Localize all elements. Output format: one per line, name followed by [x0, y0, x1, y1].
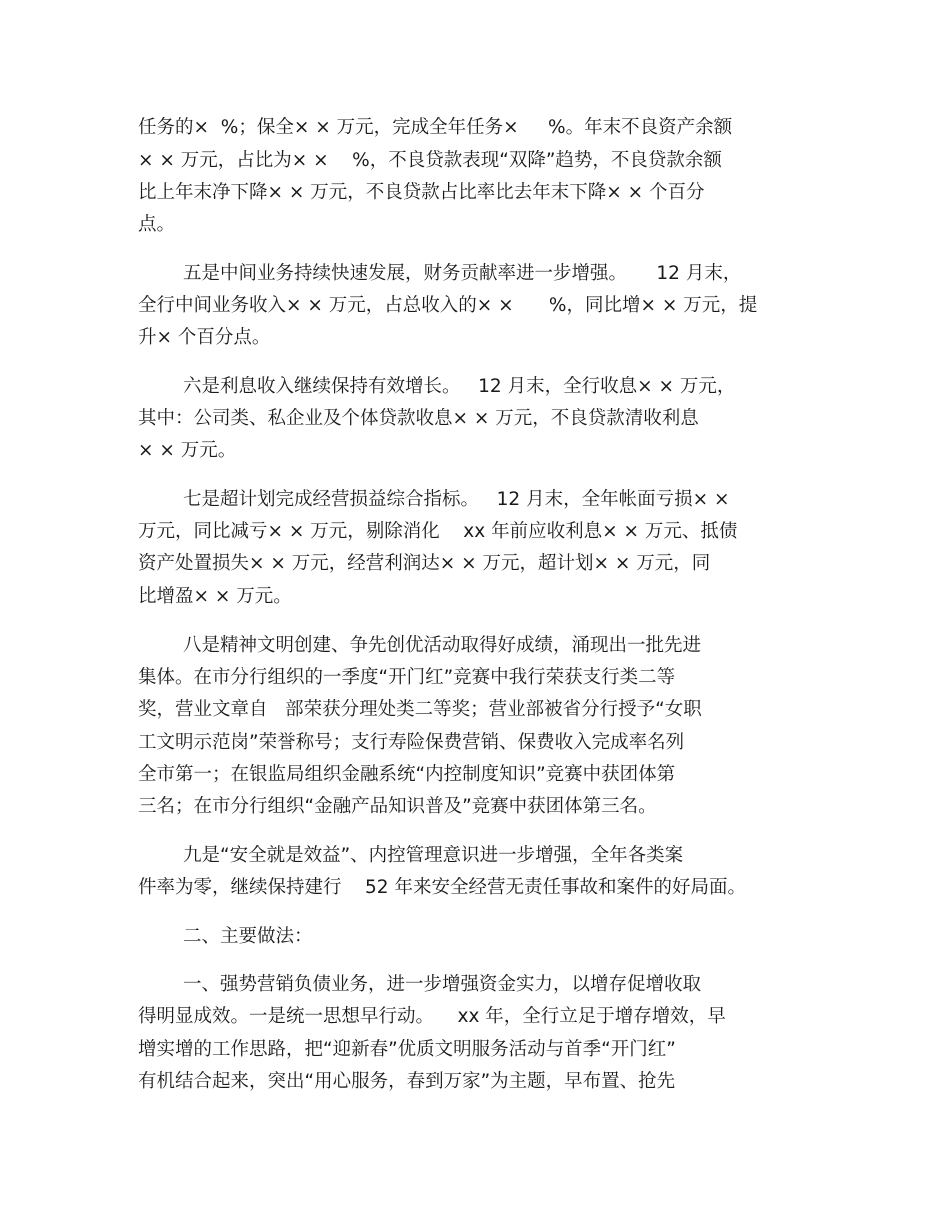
text-line: 点。	[138, 214, 176, 235]
text-line: 比增盈× × 万元。	[138, 586, 292, 607]
text-line: 七是超计划完成经营损益综合指标。 12 月末，全年帐面亏损× ×	[183, 489, 730, 510]
text-line: × × 万元，占比为× × %，不良贷款表现“双降”趋势，不良贷款余额	[138, 150, 722, 171]
text-line: 任务的× %；保全× × 万元，完成全年任务× %。年末不良资产余额	[138, 117, 733, 138]
text-line: 全行中间业务收入× × 万元，占总收入的× × %，同比增× × 万元，提	[138, 295, 758, 316]
text-line: 三名；在市分行组织“金融产品知识普及”竞赛中获团体第三名。	[138, 796, 657, 817]
text-line: 升× 个百分点。	[138, 327, 271, 348]
text-line: 资产处置损失× × 万元，经营利润达× × 万元，超计划× × 万元，同	[138, 553, 711, 574]
text-line: 增实增的工作思路，把“迎新春”优质文明服务活动与首季“开门红”	[138, 1039, 676, 1060]
text-line: × × 万元。	[138, 440, 237, 461]
text-line: 九是“安全就是效益”、内控管理意识进一步增强，全年各类案	[183, 845, 684, 866]
text-line: 其中：公司类、私企业及个体贷款收息× × 万元，不良贷款清收利息	[138, 408, 699, 429]
text-line: 有机结合起来，突出“用心服务，春到万家”为主题，早布置、抢先	[138, 1071, 676, 1092]
text-line: 一、强势营销负债业务，进一步增强资金实力，以增存促增收取	[183, 974, 702, 995]
text-line: 件率为零，继续保持建行 52 年来安全经营无责任事故和案件的好局面。	[138, 877, 746, 898]
text-line: 全市第一；在银监局组织金融系统“内控制度知识”竞赛中获团体第	[138, 764, 676, 785]
section-heading-text: 二、主要做法：	[183, 926, 313, 947]
text-line: 得明显成效。一是统一思想早行动。 xx 年，全行立足于增存增效，早	[138, 1006, 726, 1027]
text-line: 六是利息收入继续保持有效增长。 12 月末，全行收息× × 万元，	[183, 376, 736, 397]
text-line: 比上年末净下降× × 万元，不良贷款占比率比去年末下降× × 个百分	[138, 182, 705, 203]
text-line: 奖，营业文章自 部荣获分理处类二等奖；营业部被省分行授予“女职	[138, 699, 702, 720]
text-line: 工文明示范岗”荣誉称号；支行寿险保费营销、保费收入完成率名列	[138, 732, 685, 753]
text-line: 集体。在市分行组织的一季度“开门红”竞赛中我行荣获支行类二等	[138, 667, 676, 688]
text-line: 五是中间业务持续快速发展，财务贡献率进一步增强。 12 月末，	[183, 263, 742, 284]
text-line: 八是精神文明创建、争先创优活动取得好成绩，涌现出一批先进	[183, 635, 702, 656]
text-line: 万元，同比减亏× × 万元，剔除消化 xx 年前应收利息× × 万元、抵债	[138, 521, 738, 542]
